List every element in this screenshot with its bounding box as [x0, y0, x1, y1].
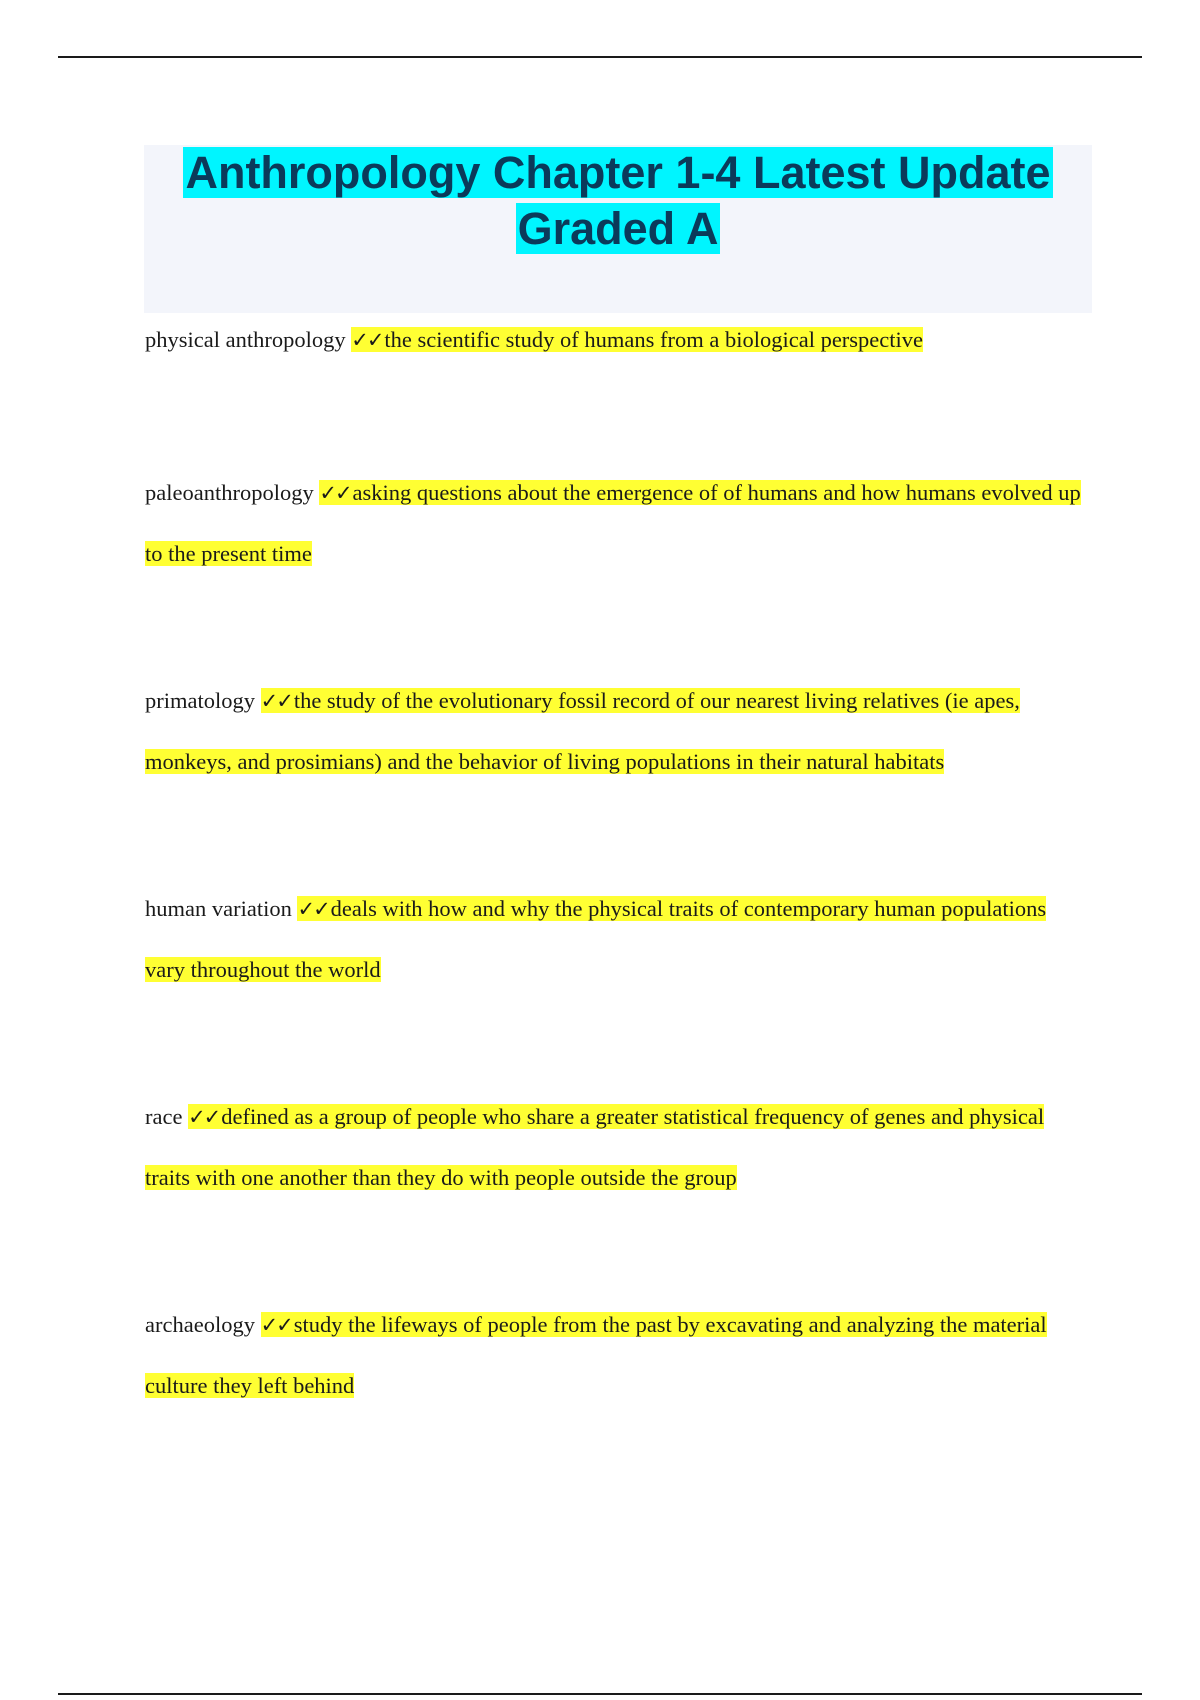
glossary-entry — [145, 463, 1085, 584]
glossary-entry — [145, 1295, 1085, 1416]
entry-term: archaeology — [145, 1312, 255, 1337]
double-check-icon: ✓✓ — [351, 328, 383, 352]
entry-definition: defined as a group of people who share a greater statistical frequency of genes and physical traits with one another than they do with people outside the group — [145, 1104, 1045, 1190]
header-rule — [58, 56, 1142, 58]
entry-definition: asking questions about the emergence of of humans and how humans evolved up to the present time — [145, 480, 1081, 566]
entry-term: physical anthropology — [145, 327, 346, 352]
entry-term: race — [145, 1104, 183, 1129]
double-check-icon: ✓✓ — [297, 897, 329, 921]
footer-rule — [58, 1693, 1142, 1695]
entry-definition-block — [145, 688, 1020, 774]
glossary-entry — [145, 879, 1085, 1000]
double-check-icon: ✓✓ — [319, 481, 351, 505]
entry-definition-block — [145, 1104, 1044, 1190]
entry-term: human variation — [145, 896, 292, 921]
entry-term: primatology — [145, 688, 255, 713]
double-check-icon: ✓✓ — [260, 689, 292, 713]
entry-definition-block — [351, 327, 923, 352]
glossary-entry — [145, 671, 1085, 792]
entry-definition: the study of the evolutionary fossil record of our nearest living relatives (ie apes, monkeys, and prosimians) and the behavior of living populations in their natural habitats — [145, 688, 1020, 774]
entry-term: paleoanthropology — [145, 480, 314, 505]
entry-definition: the scientific study of humans from a biological perspective — [384, 327, 924, 352]
entry-definition-block — [145, 1312, 1047, 1398]
glossary-entry — [145, 1087, 1085, 1208]
double-check-icon: ✓✓ — [260, 1313, 292, 1337]
entry-definition: study the lifeways of people from the past by excavating and analyzing the material culture they left behind — [145, 1312, 1047, 1398]
title-line-2: Graded A — [517, 203, 719, 254]
entry-definition: deals with how and why the physical traits of contemporary human populations vary throughout the world — [145, 896, 1047, 982]
glossary-entry — [145, 310, 1085, 371]
document-title — [144, 145, 1092, 257]
double-check-icon: ✓✓ — [188, 1105, 220, 1129]
title-line-1: Anthropology Chapter 1-4 Latest Update — [185, 147, 1051, 198]
